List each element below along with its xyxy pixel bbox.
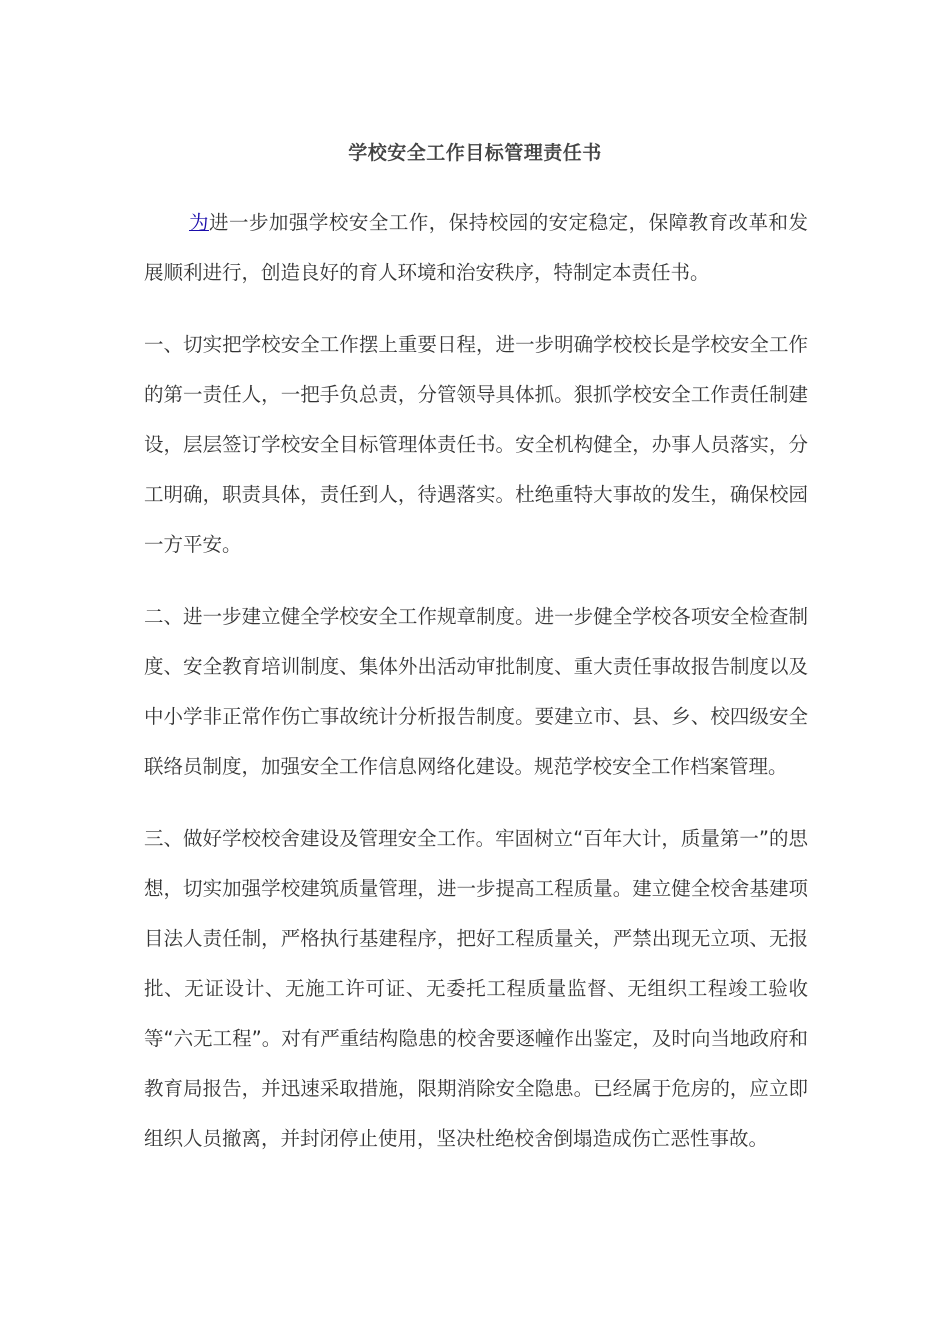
intro-paragraph — [144, 198, 808, 298]
section-paragraph-1: 一、切实把学校安全工作摆上重要日程，进一步明确学校校长是学校安全工作的第一责任人，一把手负总责，分管领导具体抓。狠抓学校安全工作责任制建设，层层签订学校安全目标管理体责任书。安全机构健全，办事人员落实，分工明确，职责具体，责任到人，待遇落实。杜绝重特大事故的发生，确保校园一方平安。 — [144, 333, 808, 556]
section-paragraph-3: 三、做好学校校舍建设及管理安全工作。牢固树立“百年大计，质量第一”的思想，切实加强学校建筑质量管理，进一步提高工程质量。建立健全校舍基建项目法人责任制，严格执行基建程序，把好工程质量关，严禁出现无立项、无报批、无证设计、无施工许可证、无委托工程质量监督、无组织工程竣工验收等“六无工程”。对有严重结构隐患的校舍要逐幢作出鉴定，及时向当地政府和教育局报告，并迅速采取措施，限期消除安全隐患。已经属于危房的，应立即组织人员撤离，并封闭停止使用，坚决杜绝校舍倒塌造成伤亡恶性事故。 — [144, 827, 808, 1150]
intro-link[interactable]: 为 — [189, 211, 209, 234]
document-title: 学校安全工作目标管理责任书 — [348, 142, 602, 164]
intro-text: 进一步加强学校安全工作，保持校园的安定稳定，保障教育改革和发展顺利进行，创造良好的育人环境和治安秩序，特制定本责任书。 — [144, 211, 808, 284]
section-paragraph-2: 二、进一步建立健全学校安全工作规章制度。进一步健全学校各项安全检查制度、安全教育培训制度、集体外出活动审批制度、重大责任事故报告制度以及中小学非正常作伤亡事故统计分析报告制度。要建立市、县、乡、校四级安全联络员制度，加强安全工作信息网络化建设。规范学校安全工作档案管理。 — [144, 605, 808, 778]
document-body — [144, 198, 808, 1186]
